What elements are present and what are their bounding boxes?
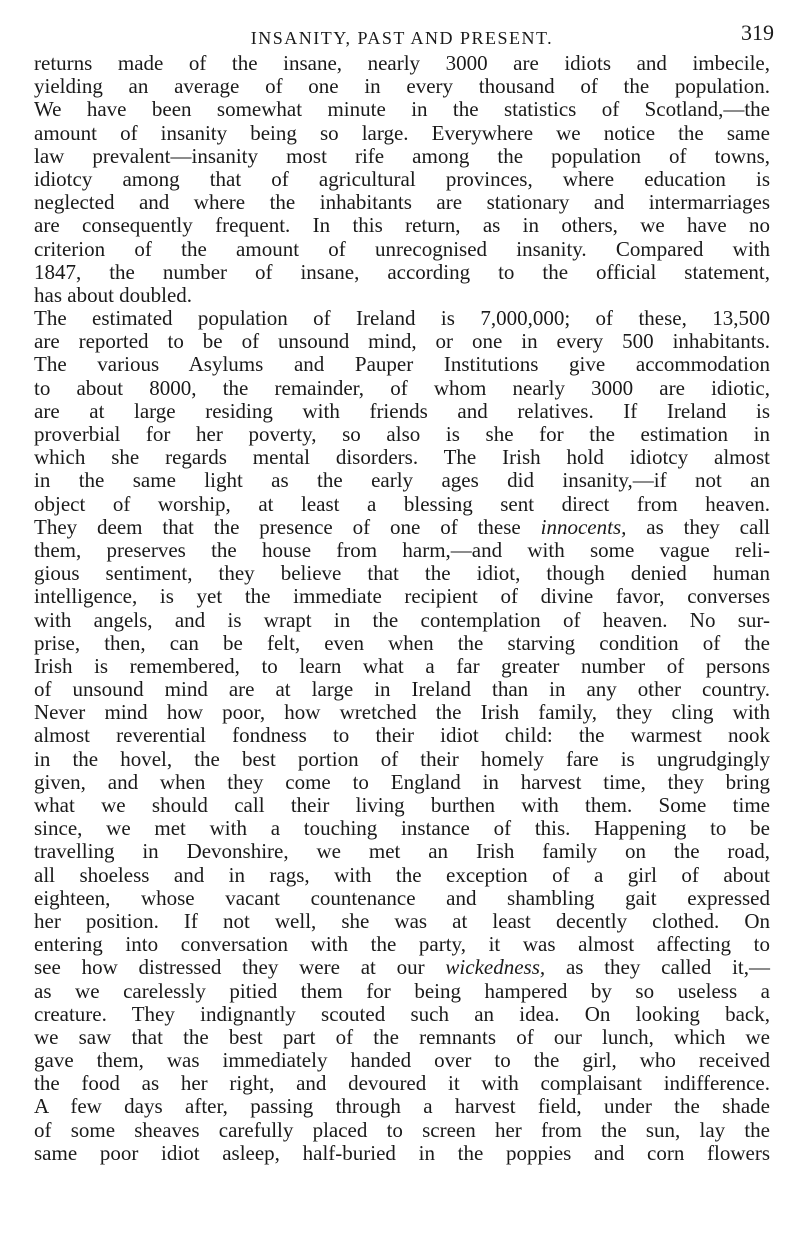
line-text: as they called it,— [545,955,771,980]
text-line: to about 8000, the remainder, of whom nearly 3000 are idiotic, [34,375,770,400]
text-line: which she regards mental disorders. The Irish hold idiotcy almost [34,445,770,470]
running-head [34,18,774,52]
text-line: same poor idiot asleep, half-buried in the poppies and corn flowers [34,1140,770,1165]
text-line-with-italic [34,516,770,539]
text-line: eighteen, whose vacant countenance and shambling gait expressed [34,885,770,910]
line-text: They deem that the presence of one of these [34,514,541,539]
text-line: proverbial for her poverty, so also is she for the estimation in [34,422,770,446]
text-line: in the hovel, the best portion of their homely fare is ungrudgingly [34,746,770,771]
text-line: entering into conversation with the party, it was almost affecting to [34,932,770,957]
text-line: her position. If not well, she was at least decently clothed. On [34,908,770,933]
text-line: 1847, the number of insane, according to the official statement, [34,259,770,284]
text-line: all shoeless and in rags, with the exception of a girl of about [34,862,770,887]
text-line: the food as her right, and devoured it with complaisant indifference. [34,1071,770,1096]
line-text: see how distressed they were at our [34,955,446,980]
page-number: 319 [741,20,774,45]
text-line: Irish is remembered, to learn what a far greater number of persons [34,653,770,678]
text-line: We have been somewhat minute in the statistics of Scotland,—the [34,97,770,122]
text-line: object of worship, at least a blessing sent direct from heaven. [34,491,770,516]
book-page [34,18,774,1165]
text-line: neglected and where the inhabitants are stationary and intermarriages [34,190,770,215]
text-line: we saw that the best part of the remnants of our lunch, which we [34,1024,770,1049]
text-line: The estimated population of Ireland is 7,000,000; of these, 13,500 [34,306,770,331]
text-line: of some sheaves carefully placed to screen her from the sun, lay the [34,1117,770,1142]
text-line: criterion of the amount of unrecognised insanity. Compared with [34,236,770,261]
text-line: A few days after, passing through a harvest field, under the shade [34,1094,770,1119]
text-line: are at large residing with friends and relatives. If Ireland is [34,398,770,423]
text-line: The various Asylums and Pauper Institutions give accommodation [34,352,770,377]
text-line-with-italic [34,956,770,979]
text-line: prise, then, can be felt, even when the starving condition of the [34,630,770,655]
text-line: in the same light as the early ages did insanity,—if not an [34,468,770,493]
text-line: of unsound mind are at large in Ireland than in any other country. [34,677,770,702]
italic-word: innocents, [540,514,627,539]
text-line: since, we met with a touching instance of this. Happening to be [34,816,770,841]
line-text: as they call [626,514,770,539]
text-line: them, preserves the house from harm,—and with some vague reli- [34,537,770,562]
text-line: almost reverential fondness to their idiot child: the warmest nook [34,723,770,748]
text-line: given, and when they come to England in harvest time, they bring [34,769,770,794]
text-line: Never mind how poor, how wretched the Irish family, they cling with [34,700,770,725]
text-line: law prevalent—insanity most rife among the population of towns, [34,143,770,168]
body-text [34,52,770,1165]
text-line: yielding an average of one in every thousand of the population. [34,74,770,99]
running-title: INSANITY, PAST AND PRESENT. [250,28,554,48]
text-line: gave them, was immediately handed over to the girl, who received [34,1048,770,1073]
text-line: travelling in Devonshire, we met an Irish family on the road, [34,839,770,864]
text-line: returns made of the insane, nearly 3000 are idiots and imbecile, [34,51,770,75]
text-line: what we should call their living burthen with them. Some time [34,793,770,817]
text-line: with angels, and is wrapt in the contemplation of heaven. No sur- [34,607,770,632]
text-line: idiotcy among that of agricultural provinces, where education is [34,166,770,191]
text-line: gious sentiment, they believe that the idiot, though denied human [34,561,770,586]
text-line: intelligence, is yet the immediate recipient of divine favor, converses [34,584,770,609]
text-line: as we carelessly pitied them for being hampered by so useless a [34,978,770,1003]
text-line: amount of insanity being so large. Everywhere we notice the same [34,120,770,145]
text-line: are consequently frequent. In this return, as in others, we have no [34,213,770,238]
text-line: has about doubled. [34,282,193,307]
italic-word: wickedness, [445,955,546,980]
text-line: are reported to be of unsound mind, or one in every 500 inhabitants. [34,329,770,354]
text-line: creature. They indignantly scouted such an idea. On looking back, [34,1001,770,1026]
